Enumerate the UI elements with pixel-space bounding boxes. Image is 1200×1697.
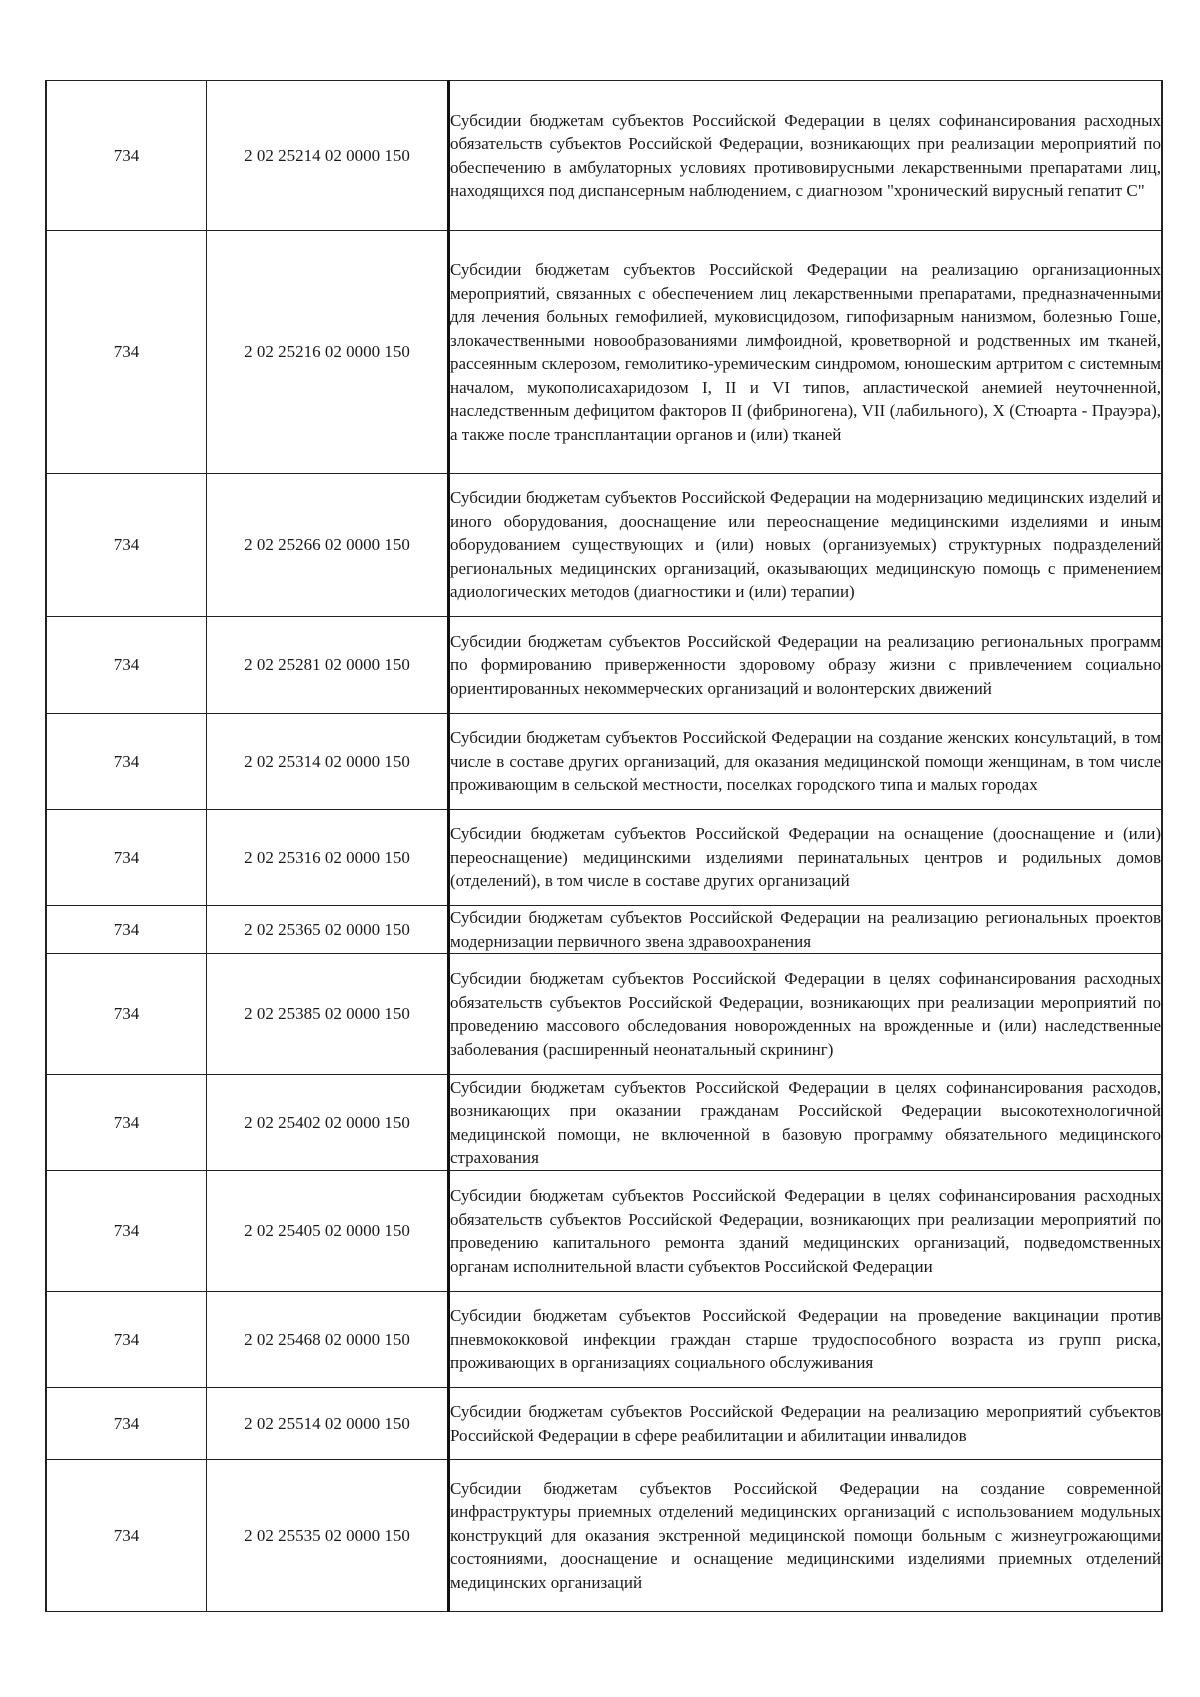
- kbk-code-cell: 2 02 25535 02 0000 150: [207, 1460, 449, 1612]
- admin-code-cell: 734: [46, 1292, 207, 1388]
- admin-code-cell: 734: [46, 231, 207, 474]
- admin-code-cell: 734: [46, 1460, 207, 1612]
- kbk-code-cell: 2 02 25514 02 0000 150: [207, 1388, 449, 1460]
- kbk-code-cell: 2 02 25468 02 0000 150: [207, 1292, 449, 1388]
- table-body: [46, 81, 1162, 1612]
- budget-classification-table: [45, 80, 1163, 1612]
- admin-code-cell: 734: [46, 617, 207, 714]
- admin-code-cell: 734: [46, 474, 207, 617]
- kbk-code-cell: 2 02 25266 02 0000 150: [207, 474, 449, 617]
- table-row: [46, 81, 1162, 231]
- admin-code-cell: 734: [46, 81, 207, 231]
- description-cell: Субсидии бюджетам субъектов Российской Федерации на создание современной инфраструктуры приемных отделений медицинских организаций с использованием модульных конструкций для оказания экстренной медицинской помощи больным с жизнеугрожающими состояниями, дооснащение и оснащение медицинскими изделиями приемных отделений медицинских организаций: [449, 1460, 1163, 1612]
- description-cell: Субсидии бюджетам субъектов Российской Федерации на создание женских консультаций, в том числе в составе других организаций, для оказания медицинской помощи женщинам, в том числе проживающим в сельской местности, поселках городского типа и малых городах: [449, 714, 1163, 810]
- description-cell: Субсидии бюджетам субъектов Российской Федерации в целях софинансирования расходных обязательств субъектов Российской Федерации, возникающих при реализации мероприятий по обеспечению в амбулаторных условиях противовирусными лекарственными препаратами лиц, находящихся под диспансерным наблюдением, с диагнозом "хронический вирусный гепатит С": [449, 81, 1163, 231]
- kbk-code-cell: 2 02 25281 02 0000 150: [207, 617, 449, 714]
- description-cell: Субсидии бюджетам субъектов Российской Федерации на реализацию мероприятий субъектов Российской Федерации в сфере реабилитации и абилитации инвалидов: [449, 1388, 1163, 1460]
- admin-code-cell: 734: [46, 714, 207, 810]
- kbk-code-cell: 2 02 25385 02 0000 150: [207, 954, 449, 1075]
- table-row: [46, 1292, 1162, 1388]
- kbk-code-cell: 2 02 25214 02 0000 150: [207, 81, 449, 231]
- admin-code-cell: 734: [46, 810, 207, 906]
- admin-code-cell: 734: [46, 1388, 207, 1460]
- table-row: [46, 954, 1162, 1075]
- description-cell: Субсидии бюджетам субъектов Российской Федерации на модернизацию медицинских изделий и иного оборудования, дооснащение или переоснащение медицинскими изделиями и иным оборудованием существующих и (или) новых (организуемых) структурных подразделений региональных медицинских организаций, оказывающих медицинскую помощь с применением адиологических методов (диагностики и (или) терапии): [449, 474, 1163, 617]
- table-row: [46, 1171, 1162, 1292]
- kbk-code-cell: 2 02 25365 02 0000 150: [207, 906, 449, 954]
- table-row: [46, 906, 1162, 954]
- document-page: [45, 80, 1161, 1612]
- kbk-code-cell: 2 02 25314 02 0000 150: [207, 714, 449, 810]
- admin-code-cell: 734: [46, 954, 207, 1075]
- description-cell: Субсидии бюджетам субъектов Российской Федерации на реализацию региональных проектов модернизации первичного звена здравоохранения: [449, 906, 1163, 954]
- table-row: [46, 1075, 1162, 1171]
- description-cell: Субсидии бюджетам субъектов Российской Федерации в целях софинансирования расходов, возникающих при оказании гражданам Российской Федерации высокотехнологичной медицинской помощи, не включенной в базовую программу обязательного медицинского страхования: [449, 1075, 1163, 1171]
- admin-code-cell: 734: [46, 1075, 207, 1171]
- table-row: [46, 810, 1162, 906]
- table-row: [46, 231, 1162, 474]
- kbk-code-cell: 2 02 25402 02 0000 150: [207, 1075, 449, 1171]
- kbk-code-cell: 2 02 25316 02 0000 150: [207, 810, 449, 906]
- table-row: [46, 617, 1162, 714]
- table-row: [46, 714, 1162, 810]
- admin-code-cell: 734: [46, 1171, 207, 1292]
- description-cell: Субсидии бюджетам субъектов Российской Федерации на проведение вакцинации против пневмококковой инфекции граждан старше трудоспособного возраста из групп риска, проживающих в организациях социального обслуживания: [449, 1292, 1163, 1388]
- description-cell: Субсидии бюджетам субъектов Российской Федерации на оснащение (дооснащение и (или) переоснащение) медицинскими изделиями перинатальных центров и родильных домов (отделений), в том числе в составе других организаций: [449, 810, 1163, 906]
- table-row: [46, 474, 1162, 617]
- kbk-code-cell: 2 02 25405 02 0000 150: [207, 1171, 449, 1292]
- description-cell: Субсидии бюджетам субъектов Российской Федерации на реализацию региональных программ по формированию приверженности здоровому образу жизни с привлечением социально ориентированных некоммерческих организаций и волонтерских движений: [449, 617, 1163, 714]
- description-cell: Субсидии бюджетам субъектов Российской Федерации в целях софинансирования расходных обязательств субъектов Российской Федерации, возникающих при реализации мероприятий по проведению капитального ремонта зданий медицинских организаций, подведомственных органам исполнительной власти субъектов Российской Федерации: [449, 1171, 1163, 1292]
- table-row: [46, 1388, 1162, 1460]
- table-row: [46, 1460, 1162, 1612]
- description-cell: Субсидии бюджетам субъектов Российской Федерации в целях софинансирования расходных обязательств субъектов Российской Федерации, возникающих при реализации мероприятий по проведению массового обследования новорожденных на врожденные и (или) наследственные заболевания (расширенный неонатальный скрининг): [449, 954, 1163, 1075]
- description-cell: Субсидии бюджетам субъектов Российской Федерации на реализацию организационных мероприятий, связанных с обеспечением лиц лекарственными препаратами, предназначенными для лечения больных гемофилией, муковисцидозом, гипофизарным нанизмом, болезнью Гоше, злокачественными новообразованиями лимфоидной, кроветворной и родственных им тканей, рассеянным склерозом, гемолитико-уремическим синдромом, юношеским артритом с системным началом, мукополисахаридозом I, II и VI типов, апластической анемией неуточненной, наследственным дефицитом факторов II (фибриногена), VII (лабильного), X (Стюарта - Прауэра), а также после трансплантации органов и (или) тканей: [449, 231, 1163, 474]
- kbk-code-cell: 2 02 25216 02 0000 150: [207, 231, 449, 474]
- admin-code-cell: 734: [46, 906, 207, 954]
